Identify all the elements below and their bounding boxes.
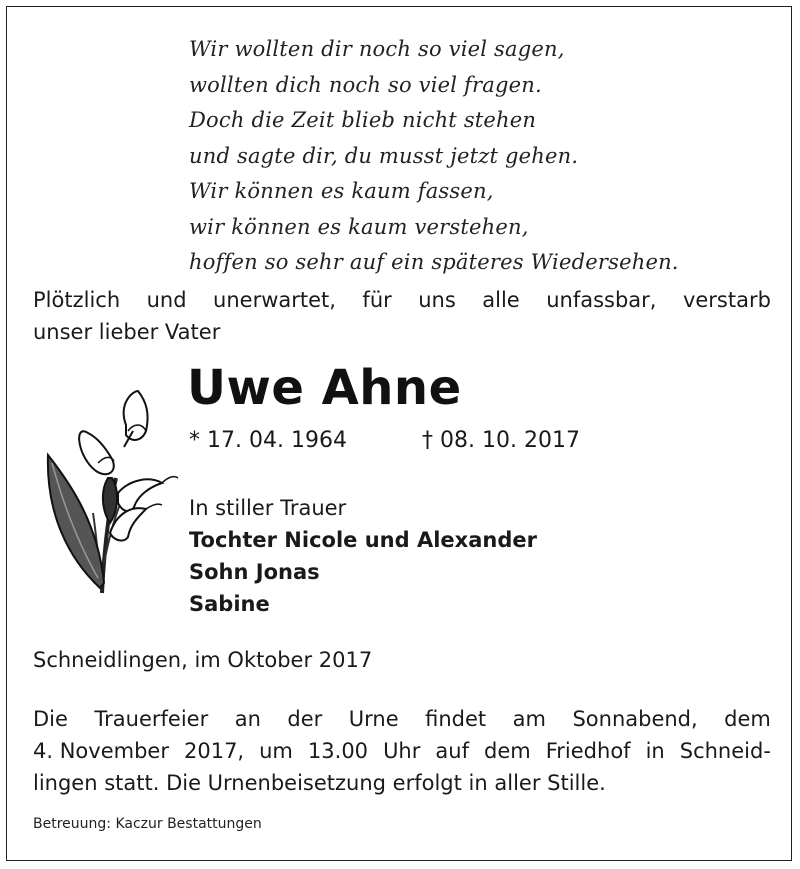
- word: uns: [418, 288, 456, 312]
- poem-line: Wir wollten dir noch so viel sagen,: [189, 37, 565, 61]
- word: findet: [425, 707, 487, 731]
- word: 13.00: [307, 739, 369, 763]
- calla-lily-icon: [38, 383, 188, 603]
- word: Uhr: [383, 739, 421, 763]
- word: Trauerfeier: [94, 707, 209, 731]
- deceased-name: Uwe Ahne: [187, 360, 462, 416]
- poem: [189, 32, 679, 281]
- mourners-heading: In stiller Trauer: [189, 496, 347, 520]
- mourner-name: Tochter Nicole und Alexander: [189, 528, 537, 552]
- poem-line: und sagte dir, du musst jetzt gehen.: [189, 143, 579, 168]
- word: Die: [33, 707, 68, 731]
- word: unfassbar,: [546, 288, 657, 312]
- word: Schneid-: [679, 739, 771, 763]
- service-line-2: [33, 735, 771, 767]
- word: am: [512, 707, 546, 731]
- word: an: [234, 707, 261, 731]
- word: verstarb: [682, 288, 771, 312]
- word: der: [287, 707, 323, 731]
- poem-line: wollten dich noch so viel fragen.: [189, 72, 542, 97]
- place-date: Schneidlingen, im Oktober 2017: [33, 648, 373, 672]
- service-info: [33, 703, 771, 799]
- word: 4. November: [33, 739, 169, 763]
- word: in: [645, 739, 665, 763]
- word: 2017,: [183, 739, 245, 763]
- word: Plötzlich: [33, 288, 121, 312]
- service-line-1: [33, 703, 771, 735]
- mourners-block: [189, 492, 537, 620]
- poem-line: wir können es kaum verstehen,: [189, 214, 529, 239]
- intro-line-2: unser lieber Vater: [33, 320, 221, 344]
- word: unerwartet,: [213, 288, 336, 312]
- word: für: [362, 288, 392, 312]
- word: Urne: [348, 707, 399, 731]
- service-line-3: lingen statt. Die Urnenbeisetzung erfolgt in aller Stille.: [33, 771, 606, 795]
- word: Friedhof: [545, 739, 631, 763]
- intro-text: [33, 284, 771, 348]
- poem-line: hoffen so sehr auf ein späteres Wiedersehen.: [189, 250, 679, 274]
- word: und: [146, 288, 187, 312]
- word: alle: [482, 288, 520, 312]
- death-date: † 08. 10. 2017: [422, 428, 580, 453]
- intro-line-1: [33, 284, 771, 316]
- mourner-name: Sohn Jonas: [189, 560, 320, 584]
- poem-line: Wir können es kaum fassen,: [189, 179, 494, 203]
- funeral-home-credit: Betreuung: Kaczur Bestattungen: [33, 816, 262, 832]
- poem-line: Doch die Zeit blieb nicht stehen: [189, 108, 537, 132]
- word: dem: [724, 707, 771, 731]
- word: dem: [484, 739, 531, 763]
- word: auf: [435, 739, 469, 763]
- word: Sonnabend,: [572, 707, 698, 731]
- mourner-name: Sabine: [189, 592, 270, 616]
- word: um: [259, 739, 293, 763]
- birth-date: * 17. 04. 1964: [189, 428, 347, 453]
